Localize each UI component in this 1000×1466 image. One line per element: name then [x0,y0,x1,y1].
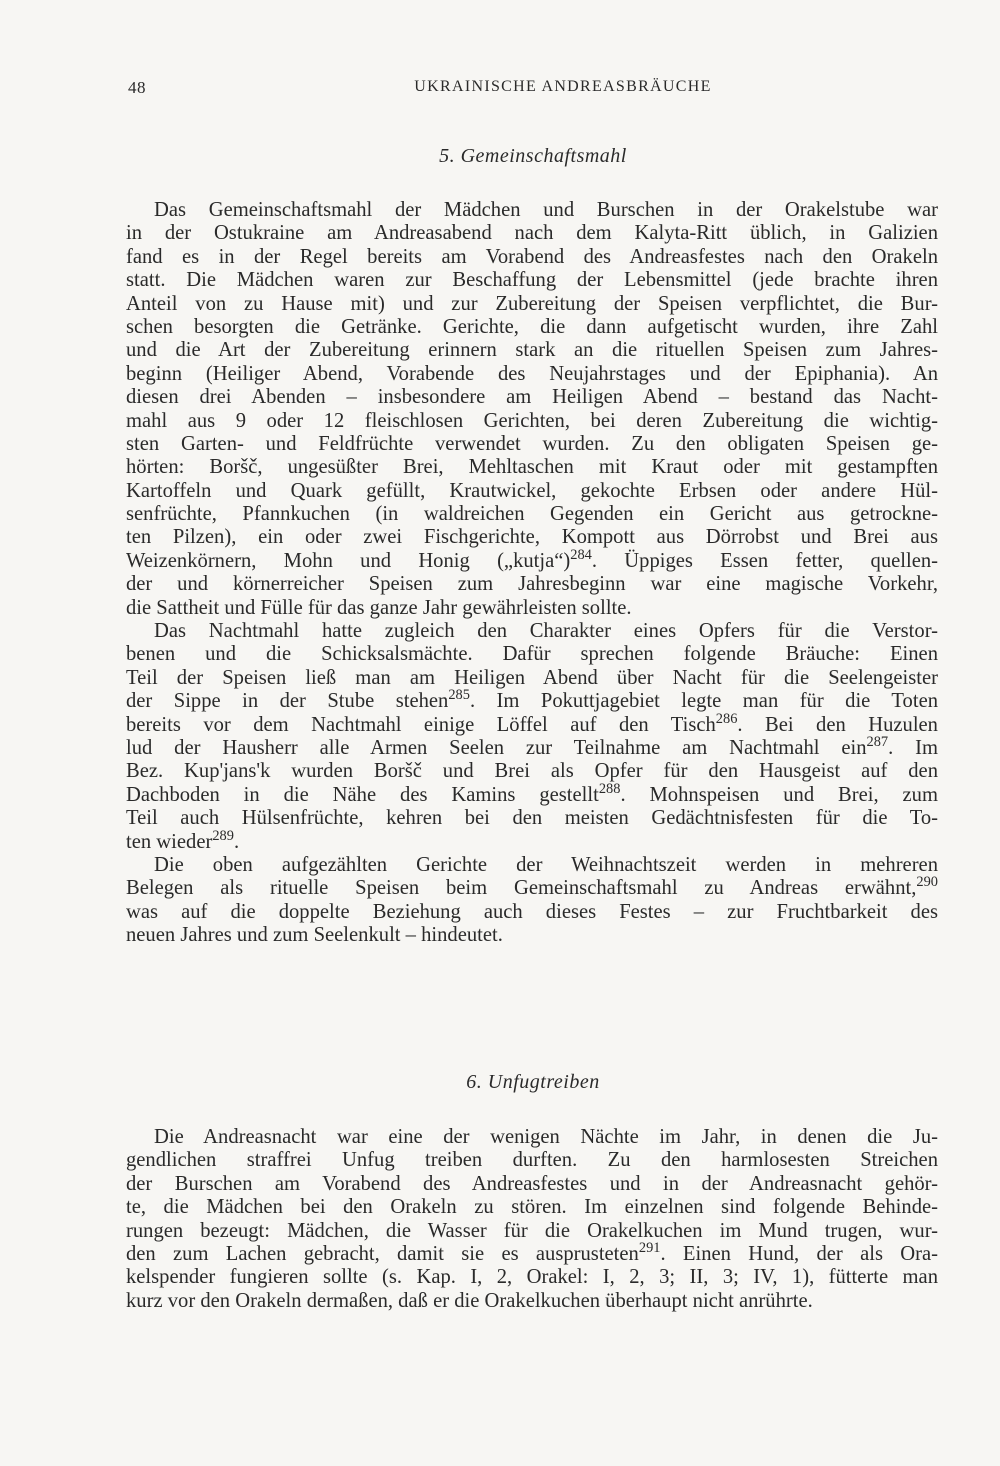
text-line: Weizenkörnern, Mohn und Honig („kutja“)$^{284}$. Üppiges Essen fetter, quellen- [126,546,938,572]
text-line: Die Andreasnacht war eine der wenigen Nächte im Jahr, in denen die Ju- [154,1126,938,1148]
text-line: lud der Hausherr alle Armen Seelen zur Teilnahme am Nachtmahl ein$^{287}$. Im [126,734,938,759]
text-line: sten Garten- und Feldfrüchte verwendet wurden. Zu den obligaten Speisen ge- [126,432,938,455]
text-line: kelspender fungieren sollte (s. Kap. I, 2, Orakel: I, 2, 3; II, 3; IV, 1), fütterte man [126,1266,938,1289]
text-line: Dachboden in die Nähe des Kamins gestellt$^{288}$. Mohnspeisen und Brei, zum [126,780,938,806]
text-line: fand es in der Regel bereits am Vorabend des Andreasfestes nach den Orakeln [126,245,938,268]
text-line: Teil auch Hülsenfrüchte, kehren bei den meisten Gedächtnisfesten für die To- [126,807,938,830]
text-line: was auf die doppelte Beziehung auch dieses Festes – zur Fruchtbarkeit des [126,900,938,923]
text-line: in der Ostukraine am Andreasabend nach dem Kalyta-Ritt üblich, in Galizien [126,222,938,245]
text-line: ten Pilzen), ein oder zwei Fischgerichte, Kompott aus Dörrobst und Brei aus [126,526,938,549]
text-line: rungen bezeugt: Mädchen, die Wasser für die Orakelkuchen im Mund trugen, wur- [126,1219,938,1242]
text-line: gendlichen straffrei Unfug treiben durften. Zu den harmlosesten Streichen [126,1149,938,1172]
text-line: schen besorgten die Getränke. Gerichte, die dann aufgetischt wurden, ihre Zahl [126,315,938,338]
text-line: die Sattheit und Fülle für das ganze Jahr gewährleisten sollte. [126,596,632,619]
footnote-reference[interactable]: 290 [916,874,938,891]
text-line: statt. Die Mädchen waren zur Beschaffung der Lebensmittel (jede brachte ihren [126,269,938,292]
text-line: Das Gemeinschaftsmahl der Mädchen und Burschen in der Orakelstube war [154,199,938,221]
text-line: Bez. Kup'jans'k wurden Boršč und Brei als Opfer für den Hausgeist auf den [126,760,938,783]
text-line: mahl aus 9 oder 12 fleischlosen Gerichten, bei deren Zubereitung die wichtig- [126,409,938,432]
text-line: den zum Lachen gebracht, damit sie es ausprusteten$^{291}$. Einen Hund, der als Ora- [126,1240,939,1265]
section-title-gemeinschaftsmahl: 5. Gemeinschaftsmahl [439,145,627,167]
section-title-unfugtreiben: 6. Unfugtreiben [466,1071,600,1093]
text-line: te, die Mädchen bei den Orakeln zu stören. Im einzelnen sind folgende Behinde- [126,1196,938,1219]
text-line: der und körnerreicher Speisen zum Jahresbeginn war eine magische Vorkehr, [126,573,938,596]
footnote-reference[interactable]: 291 [638,1240,661,1257]
page-number: 48 [128,78,146,97]
section-body-unfugtreiben [126,1126,938,1313]
text-line: Anteil von zu Hause mit) und zur Zubereitung der Speisen verpflichtet, die Bur- [126,292,938,315]
text-line: Die oben aufgezählten Gerichte der Weihnachtszeit werden in mehreren [154,853,938,876]
running-title: UKRAINISCHE ANDREASBRÄUCHE [414,78,712,95]
text-line: bereits vor dem Nachtmahl einige Löffel auf den Tisch$^{286}$. Bei den Huzulen [126,710,938,736]
text-line: Das Nachtmahl hatte zugleich den Charakter eines Opfers für die Verstor- [154,620,938,643]
page-header [128,78,938,102]
text-line: kurz vor den Orakeln dermaßen, daß er die Orakelkuchen überhaupt nicht anrührte. [126,1289,813,1312]
text-line: beginn (Heiliger Abend, Vorabende des Neujahrstages und der Epiphania). An [126,362,938,385]
text-line: Teil der Speisen ließ man am Heiligen Abend über Nacht für die Seelengeister [126,666,938,689]
text-line: hörten: Boršč, ungesüßter Brei, Mehltaschen mit Kraut oder mit gestampften [126,456,938,479]
text-line: und die Art der Zubereitung erinnern stark an die rituellen Speisen zum Jahres- [126,339,938,362]
text-line: senfrüchte, Pfannkuchen (in waldreichen Gegenden ein Gericht aus getrockne- [126,503,938,526]
footnote-reference[interactable]: 286 [715,710,738,727]
text-line: Kartoffeln und Quark gefüllt, Krautwickel, gekochte Erbsen oder andere Hül- [126,479,938,502]
text-line: Belegen als rituelle Speisen beim Gemeinschaftsmahl zu Andreas erwähnt,$^{290}$ [126,874,938,900]
text-line: diesen drei Abenden – insbesondere am Heiligen Abend – bestand das Nacht- [126,386,938,409]
section-body-gemeinschaftsmahl [126,199,938,948]
footnote-reference[interactable]: 289 [212,827,234,844]
footnote-reference[interactable]: 285 [448,687,470,704]
footnote-reference[interactable]: 284 [570,546,592,563]
text-line: der Burschen am Vorabend des Andreasfestes und in der Andreasnacht gehör- [126,1172,938,1195]
text-line: benen und die Schicksalsmächte. Dafür sprechen folgende Bräuche: Einen [126,643,938,666]
text-line: ten wieder$^{289}$. [126,827,240,853]
footnote-reference[interactable]: 287 [866,734,889,751]
text-line: neuen Jahres und zum Seelenkult – hindeutet. [126,924,503,947]
footnote-reference[interactable]: 288 [598,780,621,797]
text-line: der Sippe in der Stube stehen$^{285}$. Im Pokuttjagebiet legte man für die Toten [126,687,939,713]
